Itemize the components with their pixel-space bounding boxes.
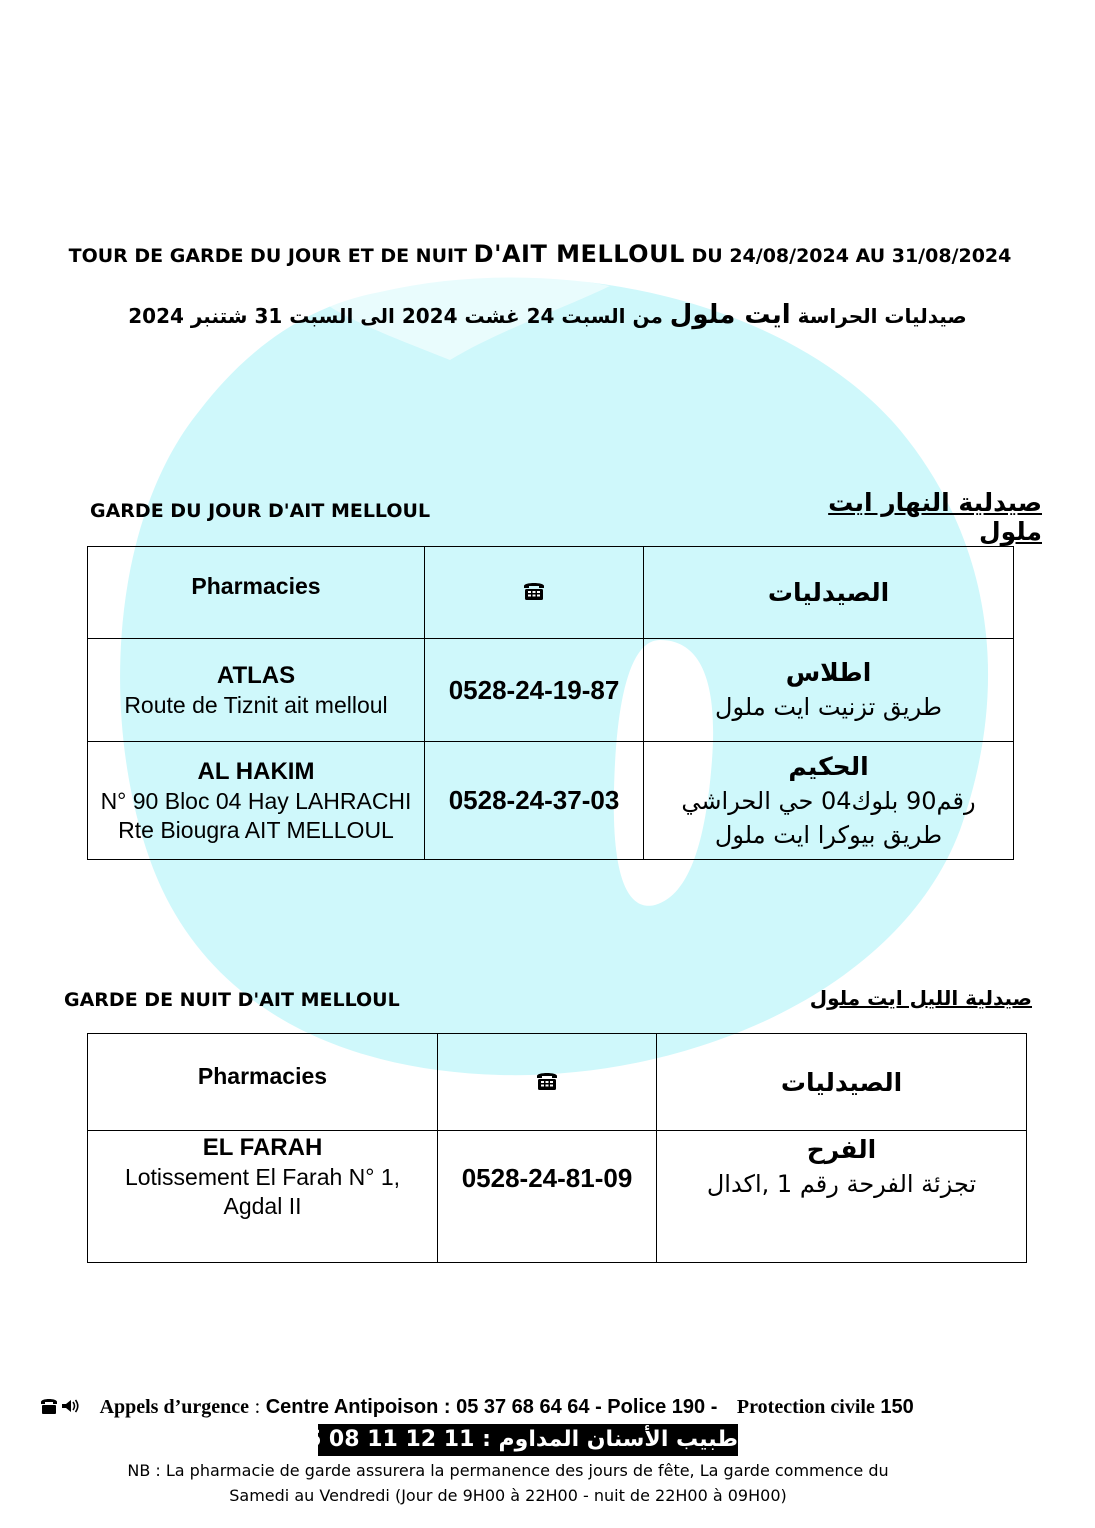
pharmacy-name: AL HAKIM xyxy=(197,757,315,785)
page-title-ar xyxy=(0,300,1095,330)
header-ar-label: الصيدليات xyxy=(767,578,890,607)
title-fr-suffix: DU 24/08/2024 AU 31/08/2024 xyxy=(691,245,1012,267)
phone-cell xyxy=(438,1131,657,1263)
title-ar-suffix: من السبت 24 غشت 2024 الى السبت 31 شتنبر 2024 xyxy=(128,304,663,328)
nb-note xyxy=(0,1458,1016,1508)
header-pharmacies-label: Pharmacies xyxy=(191,573,321,599)
phone-icon xyxy=(535,1069,559,1096)
pharmacy-address: Lotissement El Farah N° 1, Agdal II xyxy=(124,1164,401,1219)
emergency-calls-line xyxy=(40,1396,1060,1419)
pharmacy-address-ar: طريق تزنيت ايت ملول xyxy=(715,693,942,721)
title-fr-prefix: TOUR DE GARDE DU JOUR ET DE NUIT xyxy=(68,245,468,267)
header-phone-cell xyxy=(438,1034,657,1131)
pharmacy-address-ar: رقم90 بلوك04 حي الحراشي طريق بيوكرا ايت ملول xyxy=(681,786,976,849)
pharmacy-address-ar: تجزئة الفرحة رقم 1 ,اكدال xyxy=(706,1170,977,1198)
pharmacy-phone[interactable]: 0528-24-37-03 xyxy=(448,785,620,815)
pharmacy-name-ar: الحكيم xyxy=(788,751,869,781)
header-pharmacies-cell xyxy=(88,547,425,639)
antipoison-police-line: Centre Antipoison : 05 37 68 64 64 - Police 190 - xyxy=(265,1396,718,1418)
night-section-title-ar: صيدلية الليل ايت ملول xyxy=(809,986,1032,1010)
pharmacy-ar-cell xyxy=(644,639,1014,742)
pharmacy-address: Route de Tiznit ait melloul xyxy=(124,691,388,718)
header-ar-cell xyxy=(657,1034,1027,1131)
protection-civile-label: Protection civile xyxy=(736,1396,875,1418)
table-row xyxy=(88,742,1014,860)
dentist-on-duty-banner: طبيب الأسنان المداوم : 11 12 11 08 06 xyxy=(318,1424,738,1456)
pharmacy-ar-cell xyxy=(644,742,1014,860)
title-fr-city: D'AIT MELLOUL xyxy=(473,240,685,268)
emergency-label: Appels d’urgence xyxy=(99,1396,250,1418)
protection-civile-number: 150 xyxy=(880,1396,914,1418)
header-ar-label: الصيدليات xyxy=(780,1067,903,1097)
day-section-title-fr: GARDE DU JOUR D'AIT MELLOUL xyxy=(90,500,431,522)
phone-cell xyxy=(425,742,644,860)
pharmacy-ar-cell xyxy=(657,1131,1027,1263)
pharmacy-name-ar: الفرح xyxy=(806,1135,877,1164)
header-ar-cell xyxy=(644,547,1014,639)
night-section-title-fr: GARDE DE NUIT D'AIT MELLOUL xyxy=(64,989,400,1011)
page-title-fr xyxy=(0,240,1080,268)
table-row xyxy=(88,639,1014,742)
nb-line-1: NB : La pharmacie de garde assurera la permanence des jours de fête, La garde commence du xyxy=(127,1461,889,1480)
header-pharmacies-label: Pharmacies xyxy=(197,1062,328,1089)
pharmacy-name: ATLAS xyxy=(216,661,296,689)
title-ar-city: ايت ملول xyxy=(669,300,791,330)
day-section-title-ar: صيدلية النهار ايت ملول xyxy=(828,488,1042,546)
header-phone-cell xyxy=(425,547,644,639)
phone-icon xyxy=(522,579,546,606)
header-pharmacies-cell xyxy=(88,1034,438,1131)
pharmacy-address: N° 90 Bloc 04 Hay LAHRACHI Rte Biougra AIT MELLOUL xyxy=(100,787,412,843)
pharmacy-phone[interactable]: 0528-24-19-87 xyxy=(448,674,620,705)
pharmacy-cell xyxy=(88,1131,438,1263)
pharmacy-name: EL FARAH xyxy=(202,1134,323,1161)
pharmacy-cell xyxy=(88,639,425,742)
night-pharmacies-table xyxy=(87,1033,1027,1263)
emergency-separator: : xyxy=(254,1396,261,1418)
nb-line-2: Samedi au Vendredi (Jour de 9H00 à 22H00 - nuit de 22H00 à 09H00) xyxy=(229,1486,787,1505)
pharmacy-phone[interactable]: 0528-24-81-09 xyxy=(461,1163,633,1193)
phone-cell xyxy=(425,639,644,742)
table-row xyxy=(88,1131,1027,1263)
title-ar-prefix: صيدليات الحراسة xyxy=(797,304,967,328)
table-header-row xyxy=(88,547,1014,639)
pharmacy-cell xyxy=(88,742,425,860)
table-header-row xyxy=(88,1034,1027,1131)
pharmacy-name-ar: اطلاس xyxy=(785,658,872,687)
emergency-phone-icon xyxy=(40,1396,86,1418)
day-pharmacies-table xyxy=(87,546,1014,860)
